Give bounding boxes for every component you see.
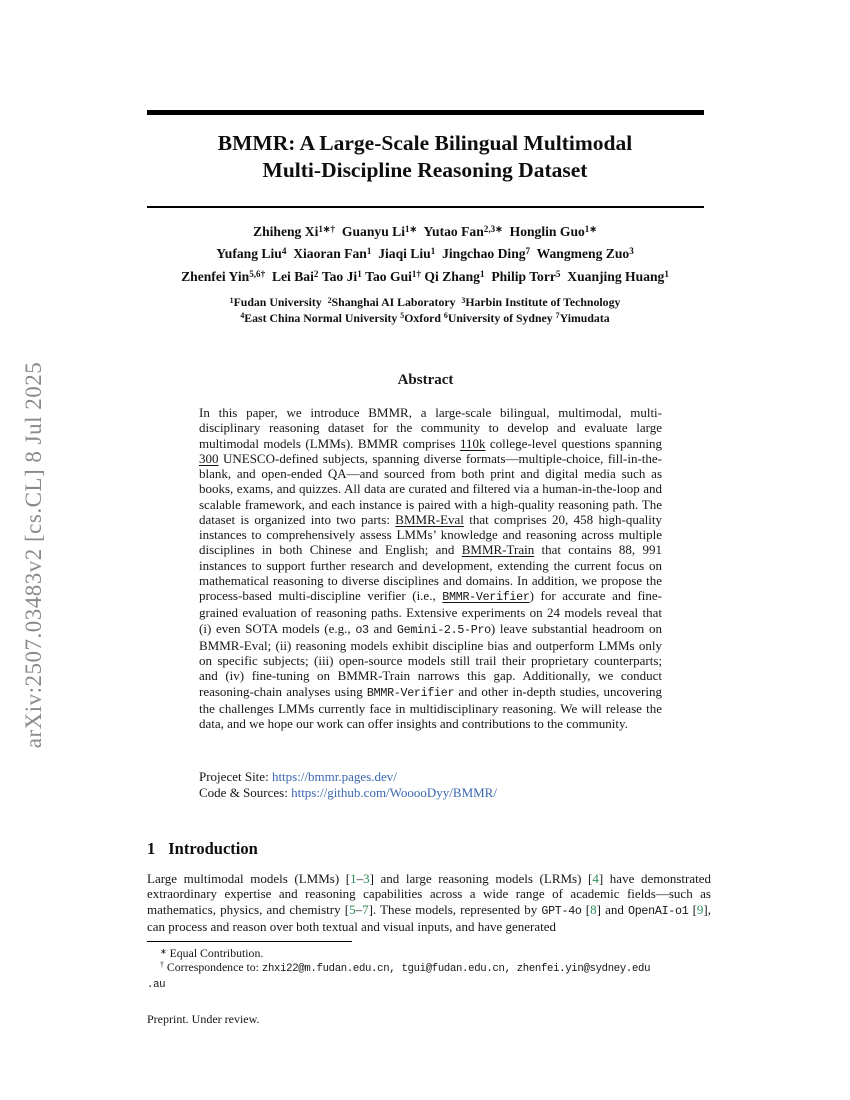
author-line-2 <box>100 243 750 265</box>
text-run: 5 <box>555 268 561 279</box>
text-run: Xuanjing Huang <box>560 268 665 284</box>
text-run: – <box>356 871 364 886</box>
inline-code: Gemini-2.5-Pro <box>396 622 491 637</box>
text-run: 1 <box>229 295 234 305</box>
text-run: 1 <box>430 246 436 257</box>
inline-code: OpenAI-o1 <box>628 903 689 918</box>
paper-title <box>122 130 728 183</box>
text-run: UNESCO-defined subjects, spanning diverse formats—multiple-choice, fill-in-the-blank, and open-ended QA—and sourced from both print and digital media such as books, exams, and quizzes. All data are curated and filtered via a human-in-the-loop and scalable framework, and each instance is paired with a high-quality reasoning path. The dataset is organized into two parts: <box>199 450 662 527</box>
text-run: [ <box>688 901 697 917</box>
text-run: BMMR-Eval <box>395 511 464 527</box>
text-run: 2,3∗ <box>483 224 503 235</box>
code-sources-label: Code & Sources: <box>199 784 292 800</box>
text-run: 1∗† <box>318 224 336 235</box>
text-run: ] and <box>596 901 628 917</box>
affiliation-line-2 <box>100 311 750 327</box>
text-run: 4 <box>240 311 245 321</box>
text-run: Honglin Guo <box>502 224 585 239</box>
author-line-1 <box>100 221 750 243</box>
affiliation-list <box>100 295 750 326</box>
text-run: and other in-depth studies, uncovering the challenges LMMs currently face in multidisciplinary reasoning. We will release the data, and we hope our work can offer insights and contributions to the community. <box>199 683 662 731</box>
code-sources-line <box>199 785 662 801</box>
citation-link[interactable]: 9 <box>696 901 704 917</box>
text-run: 7 <box>555 311 560 321</box>
footnote-equal-contribution <box>147 947 717 961</box>
text-run: 6 <box>443 311 448 321</box>
author-line-3 <box>100 266 750 288</box>
text-run: ], can process and reason over both textual and visual inputs, and have generated <box>147 901 711 934</box>
footnote-separator <box>147 941 352 942</box>
text-run: 300 <box>199 450 219 466</box>
arxiv-watermark: arXiv:2507.03483v2 [cs.CL] 8 Jul 2025 <box>21 361 46 749</box>
section-1-title: Introduction <box>168 839 258 858</box>
text-run: Zhenfei Yin <box>181 268 250 284</box>
text-run: In this paper, we introduce BMMR, a large-scale bilingual, multimodal, multi-disciplinary reasoning dataset for the community to develop and evaluate large multimodal models (LMMs). BMMR comprises <box>199 405 662 451</box>
text-run: 1 <box>366 246 372 257</box>
citation-link[interactable]: 7 <box>362 901 369 917</box>
text-run: 1∗ <box>405 224 418 235</box>
text-run: † <box>160 960 164 970</box>
affiliation-line-1 <box>100 295 750 311</box>
text-run: 1∗ <box>584 224 597 235</box>
text-run: ] have demonstrated extraordinary expertise and reasoning capabilities across a wide range of academic fields—such as mathematics, physics, and chemistry [ <box>147 871 711 917</box>
text-run: and <box>368 620 397 636</box>
text-run: ] and large reasoning models (LRMs) [ <box>369 871 593 886</box>
text-run: Tao Ji <box>318 268 358 284</box>
project-site-link[interactable]: https://bmmr.pages.dev/ <box>271 769 397 784</box>
text-run: Wangmeng Zuo <box>530 246 630 262</box>
text-run: 3 <box>461 295 466 305</box>
text-run: Equal Contribution. <box>166 946 264 960</box>
citation-link[interactable]: 3 <box>363 871 370 886</box>
inline-code: BMMR-Verifier <box>442 590 530 604</box>
text-run: Philip Torr <box>484 268 556 284</box>
citation-link[interactable]: 5 <box>349 901 356 917</box>
footnote-correspondence <box>147 961 717 977</box>
footnote-correspondence-cont <box>147 977 717 993</box>
text-run: 1 <box>357 268 362 279</box>
abstract-body <box>199 405 662 731</box>
text-run: 1 <box>479 268 485 279</box>
text-run: Oxford <box>404 310 444 325</box>
text-run: 4 <box>281 246 287 257</box>
author-list <box>100 221 750 288</box>
text-run: Fudan University <box>233 295 328 309</box>
preprint-status: Preprint. Under review. <box>147 1012 260 1026</box>
text-run: 2 <box>327 295 332 305</box>
text-run: ∗ <box>160 946 167 956</box>
text-run: 1 <box>664 268 669 279</box>
text-run: ]. These models, represented by <box>368 901 542 917</box>
citation-link[interactable]: 1 <box>350 871 357 886</box>
text-run: Guanyu Li <box>335 224 405 239</box>
paper-title-line2: Multi-Discipline Reasoning Dataset <box>262 157 588 182</box>
text-run: Yufang Liu <box>216 246 282 262</box>
introduction-paragraph <box>147 871 711 934</box>
text-run: – <box>355 901 363 917</box>
text-run: Tao Gui <box>361 268 412 284</box>
text-run: that comprises 20, 458 high-quality instances to comprehensively assess LMMs’ knowledge and reasoning across multiple disciplines in both Chinese and English; and <box>199 511 662 558</box>
text-run: Large multimodal models (LMMs) [ <box>147 871 351 886</box>
text-run: 2 <box>313 268 319 279</box>
text-run: East China Normal University <box>244 310 401 325</box>
code-sources-link[interactable]: https://github.com/WooooDyy/BMMR/ <box>291 784 497 800</box>
text-run: that contains 88, 991 instances to support further research and development, extending the current focus on mathematical reasoning to diverse disciplines and domains. In addition, we propose the process-based multi-discipline verifier (i.e., <box>199 542 662 603</box>
title-rule-bottom <box>147 206 704 208</box>
text-run: 5 <box>400 311 405 321</box>
text-run: BMMR-Train <box>461 542 535 558</box>
text-run: college-level questions spanning <box>485 435 662 451</box>
text-run: Zhiheng Xi <box>253 224 319 239</box>
text-run: Jingchao Ding <box>435 246 526 262</box>
text-run: Qi Zhang <box>421 268 480 284</box>
project-site-line <box>199 769 662 785</box>
footnotes <box>147 947 717 992</box>
text-run: Yutao Fan <box>417 224 484 239</box>
resource-links <box>199 769 662 800</box>
citation-link[interactable]: 8 <box>590 901 597 917</box>
title-rule-top <box>147 110 704 115</box>
inline-code: zhxi22@m.fudan.edu.cn, tgui@fudan.edu.cn, zhenfei.yin@sydney.edu <box>261 962 651 975</box>
text-run: University of Sydney <box>447 310 556 325</box>
text-run: 1† <box>411 268 422 279</box>
section-1-heading <box>147 839 707 859</box>
text-run: Correspondence to: <box>163 959 262 974</box>
text-run: Shanghai AI Laboratory <box>331 295 462 309</box>
text-run: 3 <box>629 246 634 257</box>
paper-title-line1: BMMR: A Large-Scale Bilingual Multimodal <box>217 131 633 155</box>
text-run: Lei Bai <box>265 268 314 284</box>
text-run: Xiaoran Fan <box>286 246 367 262</box>
text-run: Yimudata <box>559 310 610 325</box>
text-run: 5,6† <box>249 268 266 279</box>
text-run: Harbin Institute of Technology <box>465 295 621 309</box>
abstract-heading: Abstract <box>397 372 454 388</box>
inline-code: .au <box>147 978 166 991</box>
citation-link[interactable]: 4 <box>592 871 599 886</box>
section-1-number: 1 <box>147 839 156 858</box>
inline-code: GPT-4o <box>541 903 582 918</box>
text-run: 7 <box>525 246 531 257</box>
text-run: 110k <box>459 435 486 451</box>
project-site-label: Projecet Site: <box>199 769 272 784</box>
text-run: Jiaqi Liu <box>371 246 431 262</box>
inline-code: o3 <box>355 622 369 637</box>
text-run: ) for accurate and fine-grained evaluation of reasoning paths. Extensive experiments on 24 models reveal that (i) even SOTA models (e.g., <box>199 588 663 636</box>
inline-code: BMMR-Verifier <box>366 685 455 700</box>
text-run: [ <box>581 901 591 917</box>
text-run: ) leave substantial headroom on BMMR-Eval; (ii) reasoning models exhibit discipline bias and outperform LMMs only on specific subjects; (iii) open-source models still trail their proprietary counterparts; and (iv) fine-tuning on BMMR-Train narrows this gap. Additionally, we conduct reasoning-chain analyses using <box>199 620 662 699</box>
